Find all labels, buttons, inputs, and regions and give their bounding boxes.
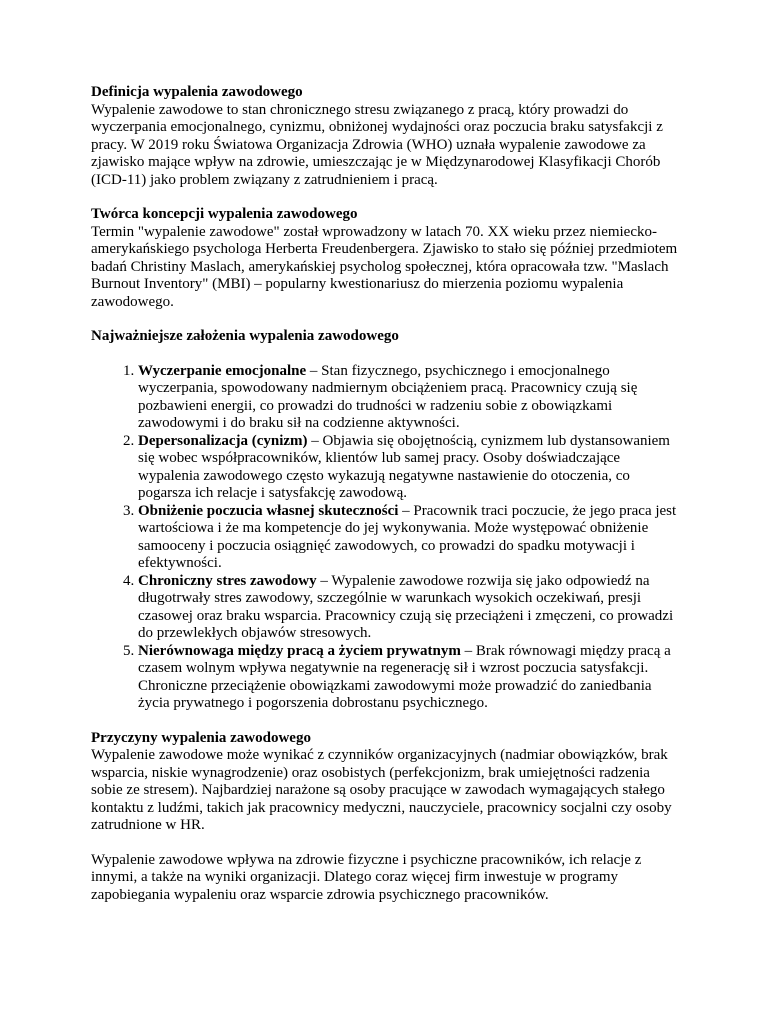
- list-item: [138, 503, 681, 573]
- definition-paragraph: Wypalenie zawodowe to stan chronicznego stresu związanego z pracą, który prowadzi do wyczerpania emocjonalnego, cynizmu, obniżonej wydajności oraz poczucia braku satysfakcji z pracy. W 2019 roku Światowa Organizacja Zdrowia (WHO) uznała wypalenie zawodowe za zjawisko mające wpływ na zdrowie, umieszczając je w Międzynarodowej Klasyfikacji Chorób (ICD-11) jako problem związany z zatrudnieniem i pracą.: [91, 101, 663, 188]
- definition-section: [91, 84, 681, 189]
- causes-section: [91, 730, 681, 835]
- closing-paragraph: Wypalenie zawodowe wpływa na zdrowie fizyczne i psychiczne pracowników, ich relacje z innymi, a także na wyniki organizacji. Dlatego coraz więcej firm inwestuje w programy zapobiegania wypaleniu oraz wsparcie zdrowia psychicznego pracowników.: [91, 851, 642, 903]
- list-item-term: Wyczerpanie emocjonalne: [138, 362, 307, 379]
- causes-paragraph: Wypalenie zawodowe może wynikać z czynników organizacyjnych (nadmiar obowiązków, brak wsparcia, niskie wynagrodzenie) oraz osobistych (perfekcjonizm, brak umiejętności radzenia sobie ze stresem). Najbardziej narażone są osoby pracujące w zawodach wymagających stałego kontaktu z ludźmi, takich jak pracownicy medyczni, nauczyciele, pracownicy socjalni czy osoby zatrudnione w HR.: [91, 747, 672, 833]
- list-item-term: Obniżenie poczucia własnej skuteczności: [138, 502, 399, 519]
- list-item-term: Chroniczny stres zawodowy: [138, 572, 317, 589]
- list-item: [138, 363, 681, 433]
- assumptions-section: [91, 328, 681, 713]
- list-item-text: – Wypalenie zawodowe rozwija się jako odpowiedź na długotrwały stres zawodowy, szczególnie w warunkach wysokich oczekiwań, presji czasowej oraz braku wsparcia. Pracownicy czują się przeciążeni i zmęczeni, co prowadzi do przewlekłych objawów stresowych.: [138, 572, 674, 641]
- definition-heading: Definicja wypalenia zawodowego: [91, 84, 303, 100]
- creator-paragraph: Termin "wypalenie zawodowe" został wprowadzony w latach 70. XX wieku przez niemiecko-amerykańskiego psychologa Herberta Freudenbergera. Zjawisko to stało się później przedmiotem badań Christiny Maslach, amerykańskiej psycholog społecznej, która opracowała tzw. "Maslach Burnout Inventory" (MBI) – popularny kwestionariusz do mierzenia poziomu wypalenia zawodowego.: [91, 223, 678, 310]
- creator-heading: Twórca koncepcji wypalenia zawodowego: [91, 206, 358, 222]
- document-page: [91, 84, 681, 921]
- assumptions-heading: Najważniejsze założenia wypalenia zawodowego: [91, 328, 399, 344]
- causes-heading: Przyczyny wypalenia zawodowego: [91, 729, 311, 746]
- list-item-text: – Brak równowagi między pracą a czasem wolnym wpływa negatywnie na regenerację sił i wzrost poczucia satysfakcji. Chroniczne przeciążenie obowiązkami zawodowymi może prowadzić do zaniedbania życia prywatnego i pogorszenia dobrostanu psychicznego.: [138, 642, 671, 711]
- list-item-text: – Stan fizycznego, psychicznego i emocjonalnego wyczerpania, spowodowany nadmiernym obciążeniem pracą. Pracownicy czują się pozbawieni energii, co prowadzi do trudności w radzeniu sobie z obowiązkami zawodowymi i do braku sił na codzienne aktywności.: [138, 362, 638, 431]
- list-item: [138, 573, 681, 643]
- list-item: [138, 433, 681, 503]
- list-item-term: Depersonalizacja (cynizm): [138, 432, 308, 449]
- assumptions-list: [91, 363, 681, 713]
- creator-section: [91, 206, 681, 311]
- list-item: [138, 643, 681, 713]
- spacer: [91, 346, 681, 363]
- list-item-text: – Objawia się obojętnością, cynizmem lub dystansowaniem się wobec współpracowników, klientów lub samej pracy. Osoby doświadczające wypalenia zawodowego często wykazują negatywne nastawienie do otoczenia, co pogarsza ich relacje i satysfakcję zawodową.: [138, 432, 670, 501]
- list-item-term: Nierównowaga między pracą a życiem prywatnym: [138, 642, 461, 659]
- closing-section: [91, 852, 681, 905]
- list-item-text: – Pracownik traci poczucie, że jego praca jest wartościowa i że ma kompetencje do jej wykonywania. Może występować obniżenie samooceny i poczucia osiągnięć zawodowych, co prowadzi do spadku motywacji i efektywności.: [138, 502, 677, 571]
